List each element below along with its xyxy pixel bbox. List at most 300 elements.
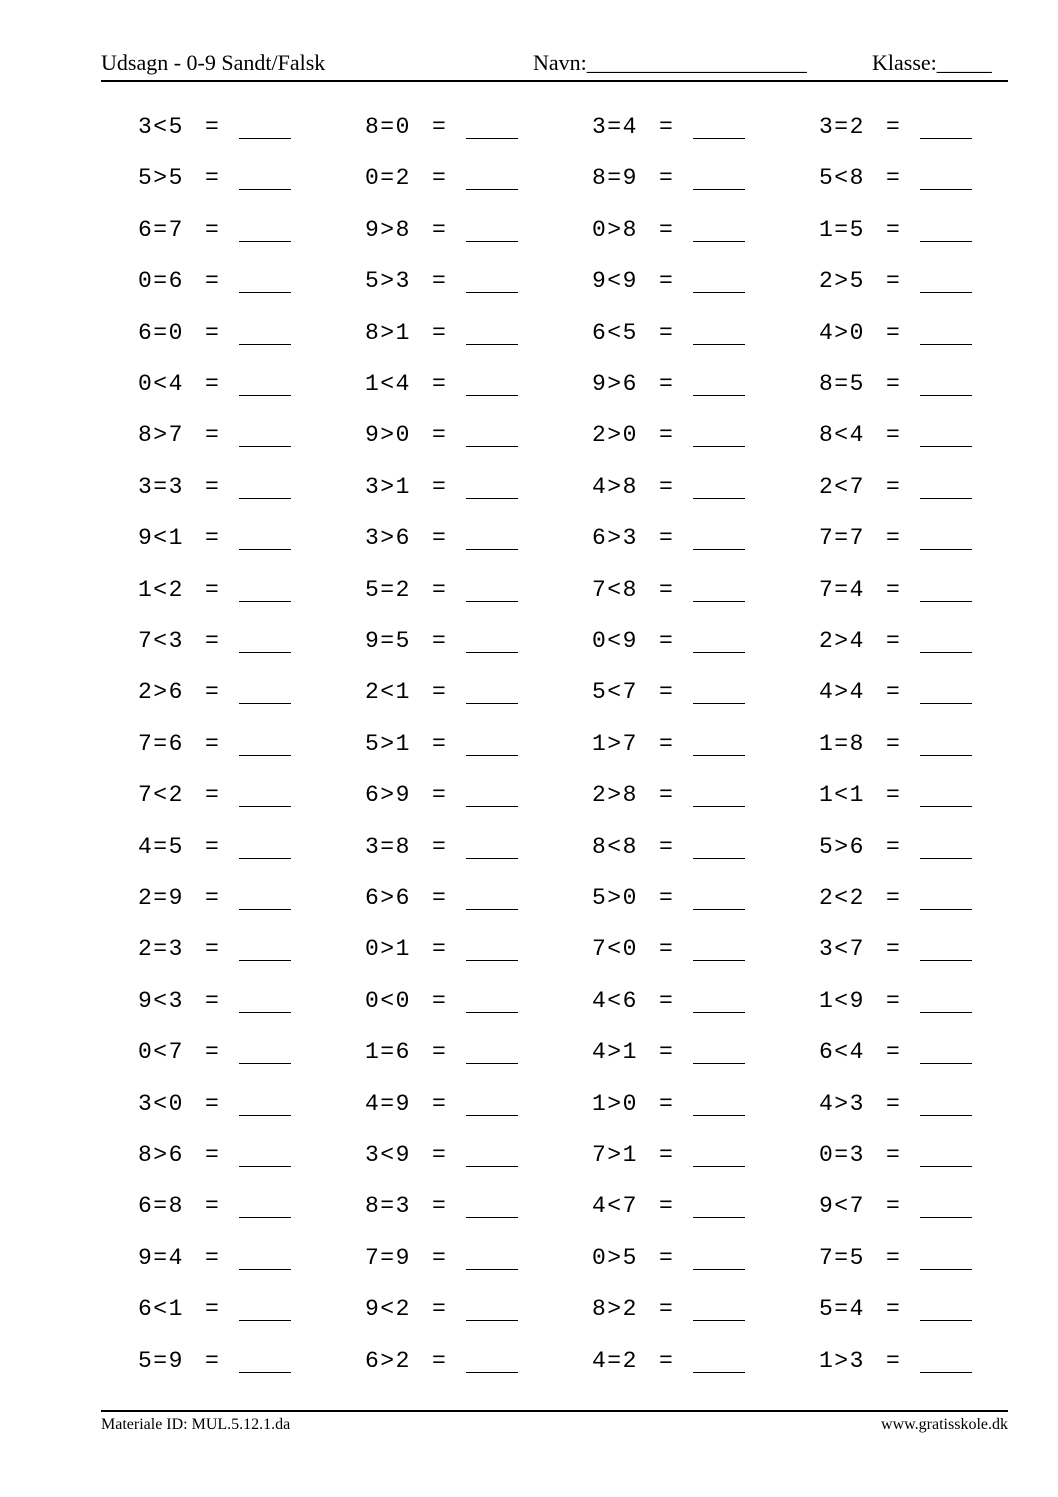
problem-expression: 4>8 <box>592 473 638 500</box>
answer-blank[interactable] <box>466 498 518 499</box>
problem-expression: 9>8 <box>365 216 411 243</box>
problem-expression: 9=4 <box>138 1244 184 1271</box>
equals-sign: = <box>205 1090 219 1117</box>
answer-blank[interactable] <box>239 498 291 499</box>
problem-expression: 6=0 <box>138 319 184 346</box>
answer-blank[interactable] <box>239 960 291 961</box>
answer-blank[interactable] <box>920 189 972 190</box>
answer-blank[interactable] <box>466 703 518 704</box>
answer-blank[interactable] <box>920 1012 972 1013</box>
problem-expression: 3=2 <box>819 114 865 140</box>
equals-sign: = <box>886 730 900 757</box>
equals-sign: = <box>432 422 446 449</box>
equals-sign: = <box>886 268 900 295</box>
answer-blank[interactable] <box>920 138 972 139</box>
equals-sign: = <box>886 628 900 654</box>
equals-sign: = <box>659 679 673 706</box>
equals-sign: = <box>205 1142 219 1168</box>
problem-expression: 9<3 <box>138 987 184 1014</box>
problem-expression: 5>6 <box>819 833 865 860</box>
problem-expression: 6<4 <box>819 1039 865 1066</box>
equals-sign: = <box>205 987 219 1014</box>
answer-blank[interactable] <box>693 344 745 345</box>
problem-expression: 8>1 <box>365 319 411 346</box>
problem-expression: 4>1 <box>592 1039 638 1066</box>
problem-expression: 0=3 <box>819 1142 865 1168</box>
equals-sign: = <box>432 268 446 295</box>
problem-expression: 3>6 <box>365 525 411 552</box>
answer-blank[interactable] <box>239 703 291 704</box>
answer-blank[interactable] <box>466 601 518 602</box>
problem-expression: 5>1 <box>365 730 411 757</box>
equals-sign: = <box>659 216 673 243</box>
equals-sign: = <box>205 473 219 500</box>
answer-blank[interactable] <box>239 292 291 293</box>
problem-expression: 5>0 <box>592 885 638 911</box>
equals-sign: = <box>659 885 673 911</box>
equals-sign: = <box>205 1039 219 1066</box>
equals-sign: = <box>659 371 673 397</box>
website-url: www.gratisskole.dk <box>881 1416 1008 1433</box>
answer-blank[interactable] <box>239 601 291 602</box>
answer-blank[interactable] <box>693 241 745 242</box>
problem-expression: 3=3 <box>138 473 184 500</box>
problem-expression: 2<7 <box>819 473 865 500</box>
equals-sign: = <box>432 473 446 500</box>
problem-expression: 5=9 <box>138 1347 184 1374</box>
answer-blank[interactable] <box>693 189 745 190</box>
equals-sign: = <box>886 525 900 552</box>
answer-blank[interactable] <box>466 1063 518 1064</box>
equals-sign: = <box>432 1039 446 1066</box>
problem-expression: 6>6 <box>365 885 411 911</box>
answer-blank[interactable] <box>466 1115 518 1116</box>
answer-blank[interactable] <box>693 1063 745 1064</box>
problem-expression: 9<2 <box>365 1296 411 1323</box>
problem-expression: 6>2 <box>365 1347 411 1374</box>
equals-sign: = <box>886 371 900 397</box>
equals-sign: = <box>659 1244 673 1271</box>
problem-expression: 0<9 <box>592 628 638 654</box>
equals-sign: = <box>205 885 219 911</box>
equals-sign: = <box>205 936 219 963</box>
equals-sign: = <box>659 1090 673 1117</box>
equals-sign: = <box>432 525 446 552</box>
answer-blank[interactable] <box>239 241 291 242</box>
problem-expression: 7=9 <box>365 1244 411 1271</box>
equals-sign: = <box>205 268 219 295</box>
answer-blank[interactable] <box>693 549 745 550</box>
problem-expression: 8=3 <box>365 1193 411 1220</box>
answer-blank[interactable] <box>466 446 518 447</box>
equals-sign: = <box>886 114 900 140</box>
answer-blank[interactable] <box>920 755 972 756</box>
problem-expression: 8=0 <box>365 114 411 140</box>
equals-sign: = <box>432 782 446 809</box>
answer-blank[interactable] <box>466 858 518 859</box>
equals-sign: = <box>886 987 900 1014</box>
equals-sign: = <box>659 628 673 654</box>
equals-sign: = <box>659 525 673 552</box>
problem-expression: 4=2 <box>592 1347 638 1374</box>
equals-sign: = <box>432 114 446 140</box>
answer-blank[interactable] <box>693 498 745 499</box>
material-id: Materiale ID: MUL.5.12.1.da <box>101 1416 291 1433</box>
answer-blank[interactable] <box>239 652 291 653</box>
equals-sign: = <box>659 1193 673 1220</box>
answer-blank[interactable] <box>693 1166 745 1167</box>
problem-expression: 0>1 <box>365 936 411 963</box>
equals-sign: = <box>432 987 446 1014</box>
answer-blank[interactable] <box>693 960 745 961</box>
problem-expression: 4=9 <box>365 1090 411 1117</box>
answer-blank[interactable] <box>239 806 291 807</box>
problem-expression: 7<3 <box>138 628 184 654</box>
answer-blank[interactable] <box>693 1372 745 1373</box>
equals-sign: = <box>205 628 219 654</box>
equals-sign: = <box>659 1296 673 1323</box>
answer-blank[interactable] <box>466 755 518 756</box>
equals-sign: = <box>205 319 219 346</box>
problem-expression: 1>0 <box>592 1090 638 1117</box>
problem-expression: 1=6 <box>365 1039 411 1066</box>
equals-sign: = <box>205 782 219 809</box>
answer-blank[interactable] <box>693 138 745 139</box>
problem-expression: 5=4 <box>819 1296 865 1323</box>
equals-sign: = <box>659 576 673 603</box>
answer-blank[interactable] <box>693 703 745 704</box>
answer-blank[interactable] <box>239 189 291 190</box>
answer-blank[interactable] <box>466 1320 518 1321</box>
equals-sign: = <box>432 1142 446 1168</box>
answer-blank[interactable] <box>920 1217 972 1218</box>
answer-blank[interactable] <box>466 909 518 910</box>
equals-sign: = <box>432 319 446 346</box>
answer-blank[interactable] <box>466 1269 518 1270</box>
problem-expression: 4<6 <box>592 987 638 1014</box>
answer-blank[interactable] <box>466 395 518 396</box>
equals-sign: = <box>886 576 900 603</box>
problem-expression: 6>9 <box>365 782 411 809</box>
problem-expression: 2<2 <box>819 885 865 911</box>
equals-sign: = <box>432 628 446 654</box>
equals-sign: = <box>205 1193 219 1220</box>
answer-blank[interactable] <box>693 652 745 653</box>
problem-expression: 1<1 <box>819 782 865 809</box>
problem-expression: 7=6 <box>138 730 184 757</box>
problem-expression: 6=8 <box>138 1193 184 1220</box>
problem-expression: 8>7 <box>138 422 184 449</box>
answer-blank[interactable] <box>239 1372 291 1373</box>
answer-blank[interactable] <box>693 1012 745 1013</box>
answer-blank[interactable] <box>693 1217 745 1218</box>
equals-sign: = <box>886 1090 900 1117</box>
answer-blank[interactable] <box>239 1166 291 1167</box>
answer-blank[interactable] <box>693 1269 745 1270</box>
answer-blank[interactable] <box>466 1372 518 1373</box>
equals-sign: = <box>886 1244 900 1271</box>
problem-expression: 2>6 <box>138 679 184 706</box>
answer-blank[interactable] <box>466 344 518 345</box>
equals-sign: = <box>432 371 446 397</box>
answer-blank[interactable] <box>920 292 972 293</box>
answer-blank[interactable] <box>466 189 518 190</box>
answer-blank[interactable] <box>920 1269 972 1270</box>
problem-expression: 3<7 <box>819 936 865 963</box>
problem-expression: 0=6 <box>138 268 184 295</box>
answer-blank[interactable] <box>466 806 518 807</box>
equals-sign: = <box>205 1347 219 1374</box>
equals-sign: = <box>886 165 900 192</box>
equals-sign: = <box>659 473 673 500</box>
equals-sign: = <box>205 422 219 449</box>
answer-blank[interactable] <box>693 292 745 293</box>
equals-sign: = <box>886 422 900 449</box>
equals-sign: = <box>886 319 900 346</box>
problem-expression: 0<7 <box>138 1039 184 1066</box>
equals-sign: = <box>432 679 446 706</box>
answer-blank[interactable] <box>693 1115 745 1116</box>
answer-blank[interactable] <box>239 395 291 396</box>
problem-expression: 5=2 <box>365 576 411 603</box>
equals-sign: = <box>659 833 673 860</box>
problem-expression: 7=5 <box>819 1244 865 1271</box>
equals-sign: = <box>205 216 219 243</box>
equals-sign: = <box>205 165 219 192</box>
answer-blank[interactable] <box>693 909 745 910</box>
answer-blank[interactable] <box>693 755 745 756</box>
equals-sign: = <box>886 1347 900 1374</box>
problem-expression: 0<0 <box>365 987 411 1014</box>
problem-expression: 8<4 <box>819 422 865 449</box>
problem-expression: 1<9 <box>819 987 865 1014</box>
equals-sign: = <box>205 833 219 860</box>
name-field[interactable]: Navn:____________________ <box>533 50 807 75</box>
equals-sign: = <box>659 268 673 295</box>
equals-sign: = <box>432 1296 446 1323</box>
answer-blank[interactable] <box>466 549 518 550</box>
equals-sign: = <box>886 216 900 243</box>
problem-expression: 7=7 <box>819 525 865 552</box>
class-field[interactable]: Klasse:_____ <box>872 50 992 75</box>
problem-expression: 1<4 <box>365 371 411 397</box>
problem-expression: 9<9 <box>592 268 638 295</box>
problem-expression: 4>4 <box>819 679 865 706</box>
problem-expression: 1=8 <box>819 730 865 757</box>
equals-sign: = <box>205 525 219 552</box>
problem-expression: 7=4 <box>819 576 865 603</box>
equals-sign: = <box>886 679 900 706</box>
problem-expression: 1>3 <box>819 1347 865 1374</box>
answer-blank[interactable] <box>239 1115 291 1116</box>
answer-blank[interactable] <box>239 909 291 910</box>
equals-sign: = <box>659 422 673 449</box>
page-footer <box>101 1410 1008 1442</box>
problem-expression: 8=9 <box>592 165 638 192</box>
equals-sign: = <box>432 833 446 860</box>
equals-sign: = <box>659 987 673 1014</box>
equals-sign: = <box>205 730 219 757</box>
problem-expression: 5>3 <box>365 268 411 295</box>
problem-expression: 0>5 <box>592 1244 638 1271</box>
answer-blank[interactable] <box>920 549 972 550</box>
equals-sign: = <box>659 165 673 192</box>
problem-expression: 2>5 <box>819 268 865 295</box>
equals-sign: = <box>205 576 219 603</box>
problem-expression: 6<1 <box>138 1296 184 1323</box>
answer-blank[interactable] <box>239 549 291 550</box>
equals-sign: = <box>205 114 219 140</box>
answer-blank[interactable] <box>466 1166 518 1167</box>
answer-blank[interactable] <box>920 960 972 961</box>
problem-expression: 6<5 <box>592 319 638 346</box>
answer-blank[interactable] <box>239 138 291 139</box>
answer-blank[interactable] <box>466 292 518 293</box>
problem-expression: 7<8 <box>592 576 638 603</box>
answer-blank[interactable] <box>920 858 972 859</box>
answer-blank[interactable] <box>693 395 745 396</box>
answer-blank[interactable] <box>239 1063 291 1064</box>
equals-sign: = <box>432 1244 446 1271</box>
answer-blank[interactable] <box>239 755 291 756</box>
problem-expression: 3>1 <box>365 473 411 500</box>
answer-blank[interactable] <box>920 395 972 396</box>
answer-blank[interactable] <box>466 652 518 653</box>
equals-sign: = <box>432 576 446 603</box>
problem-expression: 7<0 <box>592 936 638 963</box>
equals-sign: = <box>886 473 900 500</box>
problem-expression: 2>4 <box>819 628 865 654</box>
problem-expression: 5<7 <box>592 679 638 706</box>
equals-sign: = <box>886 833 900 860</box>
problem-expression: 8>2 <box>592 1296 638 1323</box>
problem-expression: 6=7 <box>138 216 184 243</box>
problem-expression: 4>3 <box>819 1090 865 1117</box>
equals-sign: = <box>432 730 446 757</box>
equals-sign: = <box>659 319 673 346</box>
equals-sign: = <box>659 730 673 757</box>
problem-expression: 0=2 <box>365 165 411 192</box>
answer-blank[interactable] <box>920 498 972 499</box>
answer-blank[interactable] <box>466 960 518 961</box>
answer-blank[interactable] <box>693 858 745 859</box>
problem-expression: 2<1 <box>365 679 411 706</box>
answer-blank[interactable] <box>920 601 972 602</box>
equals-sign: = <box>432 165 446 192</box>
problem-expression: 4>0 <box>819 319 865 346</box>
answer-blank[interactable] <box>920 1115 972 1116</box>
equals-sign: = <box>205 371 219 397</box>
answer-blank[interactable] <box>239 858 291 859</box>
answer-blank[interactable] <box>920 1166 972 1167</box>
problem-expression: 5>5 <box>138 165 184 192</box>
answer-blank[interactable] <box>239 1320 291 1321</box>
answer-blank[interactable] <box>466 138 518 139</box>
problem-expression: 2>0 <box>592 422 638 449</box>
equals-sign: = <box>659 782 673 809</box>
answer-blank[interactable] <box>920 1320 972 1321</box>
problem-expression: 4<7 <box>592 1193 638 1220</box>
answer-blank[interactable] <box>466 1012 518 1013</box>
problem-expression: 8=5 <box>819 371 865 397</box>
answer-blank[interactable] <box>239 1012 291 1013</box>
problem-expression: 2=9 <box>138 885 184 911</box>
problem-expression: 2=3 <box>138 936 184 963</box>
answer-blank[interactable] <box>920 909 972 910</box>
equals-sign: = <box>886 1193 900 1220</box>
answer-blank[interactable] <box>693 806 745 807</box>
answer-blank[interactable] <box>239 446 291 447</box>
answer-blank[interactable] <box>920 1063 972 1064</box>
problem-expression: 9<7 <box>819 1193 865 1220</box>
problem-expression: 9<1 <box>138 525 184 552</box>
answer-blank[interactable] <box>920 1372 972 1373</box>
problem-expression: 3<0 <box>138 1090 184 1117</box>
problem-expression: 5<8 <box>819 165 865 192</box>
answer-blank[interactable] <box>920 344 972 345</box>
equals-sign: = <box>886 782 900 809</box>
answer-blank[interactable] <box>466 241 518 242</box>
equals-sign: = <box>659 1142 673 1168</box>
problem-expression: 2>8 <box>592 782 638 809</box>
problem-expression: 3<5 <box>138 114 184 140</box>
answer-blank[interactable] <box>239 1269 291 1270</box>
equals-sign: = <box>205 1296 219 1323</box>
answer-blank[interactable] <box>920 652 972 653</box>
problem-expression: 3=8 <box>365 833 411 860</box>
equals-sign: = <box>659 1347 673 1374</box>
equals-sign: = <box>886 936 900 963</box>
answer-blank[interactable] <box>920 241 972 242</box>
problem-expression: 3<9 <box>365 1142 411 1168</box>
equals-sign: = <box>886 1296 900 1323</box>
worksheet-title: Udsagn - 0-9 Sandt/Falsk <box>101 50 326 75</box>
equals-sign: = <box>432 1090 446 1117</box>
answer-blank[interactable] <box>239 344 291 345</box>
problem-expression: 1=5 <box>819 216 865 243</box>
problem-expression: 8>6 <box>138 1142 184 1168</box>
equals-sign: = <box>205 679 219 706</box>
equals-sign: = <box>886 885 900 911</box>
answer-blank[interactable] <box>693 601 745 602</box>
problem-expression: 7>1 <box>592 1142 638 1168</box>
problem-expression: 1<2 <box>138 576 184 603</box>
problem-expression: 6>3 <box>592 525 638 552</box>
problem-expression: 9=5 <box>365 628 411 654</box>
equals-sign: = <box>886 1142 900 1168</box>
answer-blank[interactable] <box>920 806 972 807</box>
equals-sign: = <box>432 936 446 963</box>
answer-blank[interactable] <box>693 446 745 447</box>
equals-sign: = <box>659 1039 673 1066</box>
answer-blank[interactable] <box>693 1320 745 1321</box>
problem-expression: 1>7 <box>592 730 638 757</box>
problem-expression: 0<4 <box>138 371 184 397</box>
equals-sign: = <box>205 1244 219 1271</box>
problem-expression: 7<2 <box>138 782 184 809</box>
answer-blank[interactable] <box>920 446 972 447</box>
answer-blank[interactable] <box>239 1217 291 1218</box>
answer-blank[interactable] <box>920 703 972 704</box>
equals-sign: = <box>432 1193 446 1220</box>
answer-blank[interactable] <box>466 1217 518 1218</box>
problem-expression: 9>0 <box>365 422 411 449</box>
problem-expression: 8<8 <box>592 833 638 860</box>
problem-expression: 0>8 <box>592 216 638 243</box>
equals-sign: = <box>432 216 446 243</box>
problem-expression: 9>6 <box>592 371 638 397</box>
equals-sign: = <box>432 885 446 911</box>
